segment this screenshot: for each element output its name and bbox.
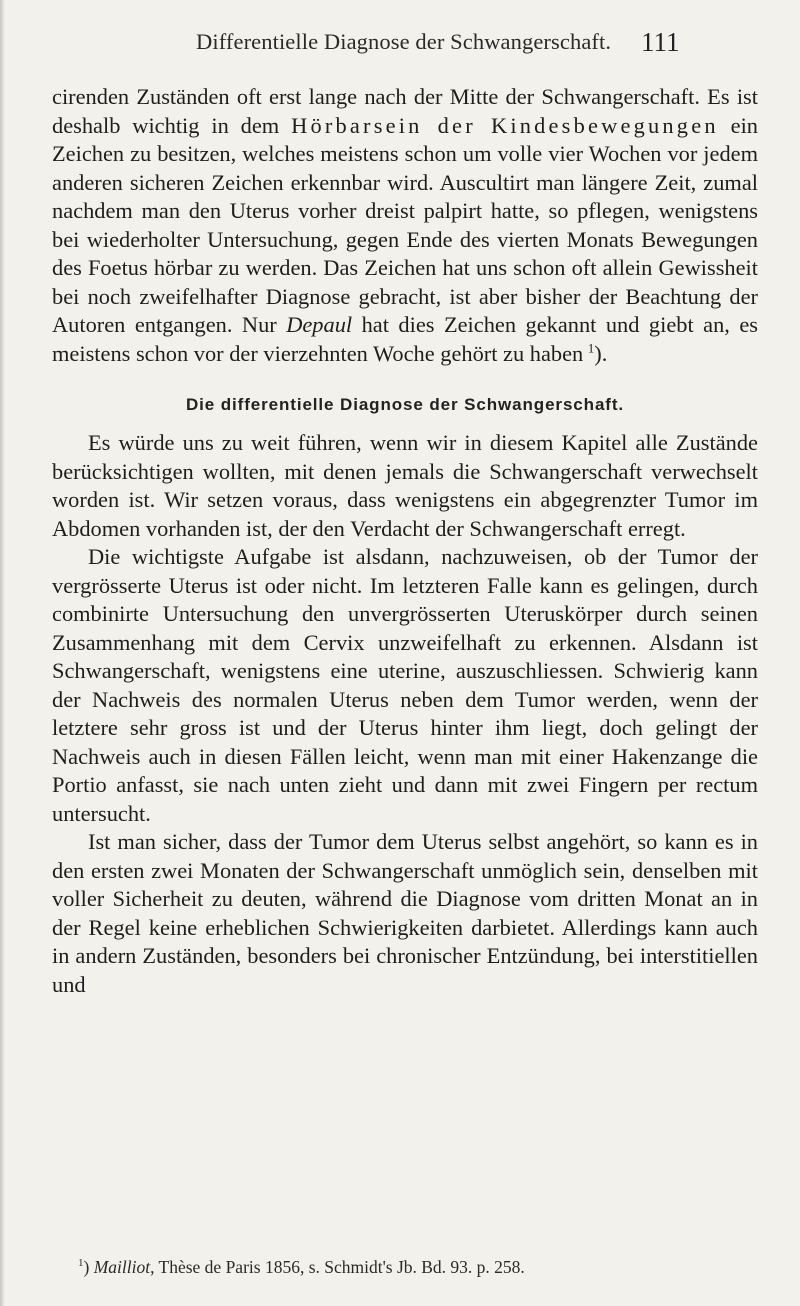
page-edge-shadow <box>0 0 5 1306</box>
footnote <box>78 1257 525 1278</box>
page-number: 111 <box>641 27 680 57</box>
author-name-depaul: Depaul <box>286 312 353 337</box>
paragraph-1 <box>52 83 758 368</box>
paragraph-1-text-a: cirenden Zuständen oft erst lange nach der Mitte der Schwangerschaft. Es ist deshalb wichtig in dem <box>52 84 758 138</box>
paragraph-1-end: ). <box>594 340 608 366</box>
paragraph-2: Es würde uns zu weit führen, wenn wir in diesem Kapitel alle Zustände berücksichtigen wollten, mit denen jemals die Schwangerschaft verwechselt worden ist. Wir setzen voraus, dass wenigstens ein abgegrenzter Tumor im Abdomen vorhanden ist, der den Verdacht der Schwangerschaft erregt. <box>52 430 758 541</box>
paragraph-4: Ist man sicher, dass der Tumor dem Uterus selbst angehört, so kann es in den ersten zwei Monaten der Schwangerschaft unmöglich sein, denselben mit voller Sicherheit zu deuten, während die Diagnose vom dritten Monat an in der Regel keine erheblichen Schwierigkeiten darbietet. Allerdings kann auch in andern Zuständen, besonders bei chronischer Entzündung, bei interstitiellen und <box>52 829 758 997</box>
footnote-marker-close: ) <box>83 1257 90 1277</box>
page-body <box>52 83 758 999</box>
footnote-author: Mailliot <box>93 1257 151 1277</box>
paragraph-1-spaced-phrase: Hörbarsein der Kindesbewegungen <box>291 112 719 138</box>
paragraph-3: Die wichtigste Aufgabe ist alsdann, nachzuweisen, ob der Tumor der vergrösserte Uterus ist oder nicht. Im letzteren Falle kann es gelingen, durch combinirte Untersuchung den unvergrösserten Uteruskörper durch seinen Zusammenhang mit dem Cervix unzweifelhaft zu erkennen. Alsdann ist Schwangerschaft, wenigstens eine uterine, auszuschliessen. Schwierig kann der Nachweis des normalen Uterus neben dem Tumor werden, wenn der letztere sehr gross ist und der Uterus hinter ihm liegt, doch gelingt der Nachweis auch in diesen Fällen leicht, wenn man mit einer Hakenzange die Portio anfasst, sie nach unten zieht und dann mit zwei Fingern per rectum untersucht. <box>52 544 758 826</box>
running-title: Differentielle Diagnose der Schwangerschaft. <box>196 29 612 54</box>
running-header <box>0 18 800 78</box>
paragraph-1-text-c: hat dies Zeichen gekannt und giebt an, es meistens schon vor der vierzehnten Woche gehört zu haben <box>52 312 758 366</box>
section-heading: Die differentielle Diagnose der Schwangerschaft. <box>185 395 625 414</box>
footnote-reference: 1 <box>587 340 595 356</box>
paragraph-1-text-b: ein Zeichen zu besitzen, welches meistens schon um volle vier Wochen vor jedem anderen sicheren Zeichen erkennbar wird. Auscultirt man längere Zeit, zumal nachdem man den Uterus vorher dreist palpirt hatte, so pflegen, wenigstens bei wiederholter Untersuchung, gegen Ende des vierten Monats Bewegungen des Foetus hörbar zu werden. Das Zeichen hat uns schon oft allein Gewissheit bei noch zweifelhafter Diagnose gebracht, ist aber bisher der Beachtung der Autoren entgangen. Nur <box>52 112 758 337</box>
footnote-marker: 1 <box>78 1257 84 1270</box>
footnote-text: , Thèse de Paris 1856, s. Schmidt's Jb. Bd. 93. p. 258. <box>150 1257 525 1277</box>
